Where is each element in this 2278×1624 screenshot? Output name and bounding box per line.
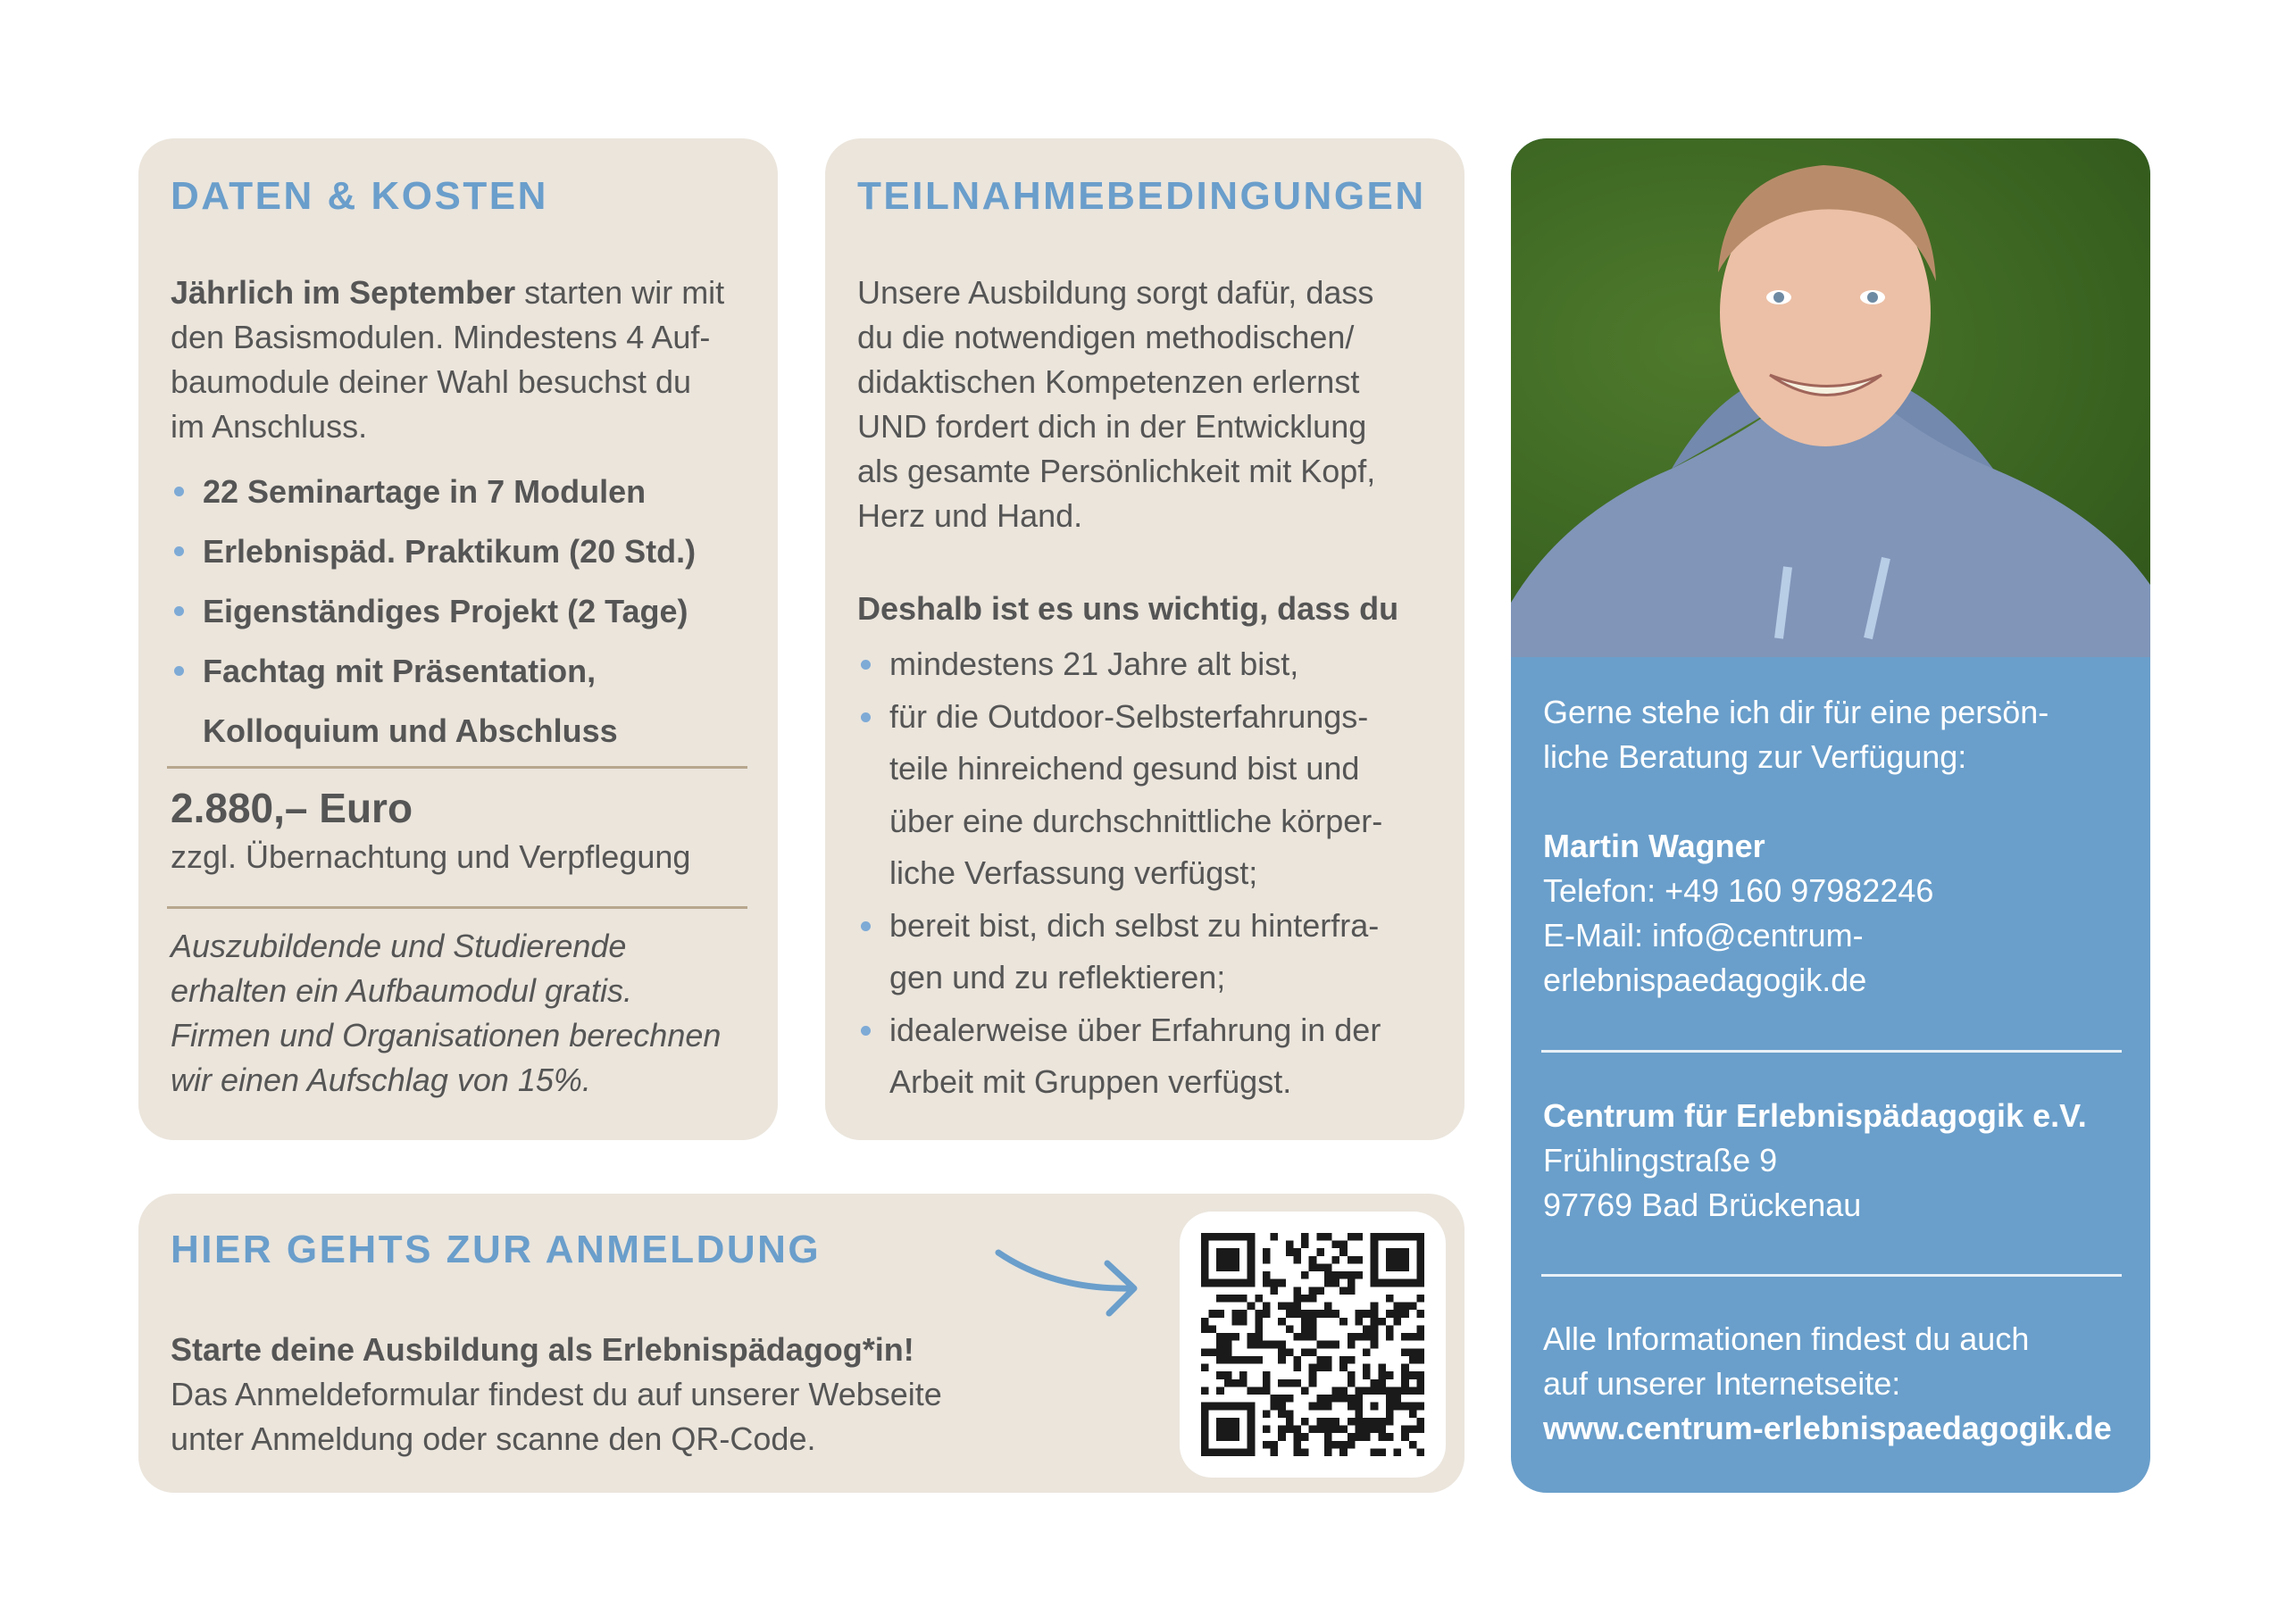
bullet-text: über eine durchschnittliche körper-: [889, 802, 1383, 839]
bullet-icon: [174, 666, 184, 676]
intro-line: den Basismodulen. Mindestens 4 Auf-: [171, 319, 711, 355]
divider: [1541, 1050, 2122, 1053]
qr-code-icon: [1201, 1233, 1424, 1456]
email-line: E-Mail: info@centrum-: [1543, 917, 1864, 954]
discount-line: Auszubildende und Studierende: [171, 928, 627, 964]
web-intro: [1543, 1317, 2029, 1406]
discount-note: [171, 924, 760, 1103]
discount-line: Firmen und Organisationen berechnen: [171, 1017, 722, 1054]
bullet-text: teile hinreichend gesund bist und: [889, 750, 1360, 787]
org-street: Frühlingstraße 9: [1543, 1142, 1778, 1178]
anmeldung-line: unter Anmeldung oder scanne den QR-Code.: [171, 1420, 816, 1457]
anmeldung-text: [171, 1372, 1064, 1462]
daten-kosten-intro: [171, 271, 760, 449]
portrait-photo: [1511, 138, 2150, 657]
anmeldung-bold-line: Starte deine Ausbildung als Erlebnispädagog*in!: [171, 1331, 914, 1368]
price-note: zzgl. Übernachtung und Verpflegung: [171, 838, 691, 875]
teilnahme-title: TEILNAHMEBEDINGUNGEN: [857, 174, 1426, 218]
bullet-text: bereit bist, dich selbst zu hinterfra-: [889, 906, 1380, 944]
bullet-text: Kolloquium und Abschluss: [203, 712, 618, 749]
intro-line: du die notwendigen methodischen/: [857, 319, 1355, 355]
web-intro-line: auf unserer Internetseite:: [1543, 1365, 1901, 1402]
anmeldung-line: Das Anmeldeformular findest du auf unserer Webseite: [171, 1376, 942, 1412]
list-item: [857, 691, 1456, 900]
divider: [167, 766, 747, 769]
bullet-icon: [174, 606, 184, 616]
divider: [167, 906, 747, 909]
intro-line: baumodule deiner Wahl besuchst du: [171, 363, 692, 400]
intro-line: UND fordert dich in der Entwicklung: [857, 408, 1367, 445]
discount-line: wir einen Aufschlag von 15%.: [171, 1062, 591, 1098]
bullet-text: Fachtag mit Präsentation,: [203, 653, 597, 689]
bullet-text: gen und zu reflektieren;: [889, 959, 1226, 995]
contact-name: Martin Wagner: [1543, 828, 1765, 864]
bullet-icon: [861, 712, 871, 722]
teilnahme-subheading: Deshalb ist es uns wichtig, dass du: [857, 590, 1399, 627]
contact-card: [1511, 138, 2150, 1493]
intro-line: starten wir mit: [515, 274, 725, 311]
contact-email[interactable]: [1543, 913, 1866, 1003]
anmeldung-title: HIER GEHTS ZUR ANMELDUNG: [171, 1228, 822, 1271]
portrait-illustration: [1511, 138, 2150, 657]
bullet-text: Arbeit mit Gruppen verfügst.: [889, 1063, 1292, 1100]
requirements-list: [857, 638, 1456, 1109]
list-item: [171, 462, 760, 521]
bullet-icon: [861, 921, 871, 931]
bullet-text: liche Verfassung verfügst;: [889, 854, 1258, 891]
list-item: [857, 900, 1456, 1004]
list-item: [857, 638, 1456, 691]
list-item: [171, 521, 760, 581]
intro-line: Unsere Ausbildung sorgt dafür, dass: [857, 274, 1374, 311]
intro-line: als gesamte Persönlichkeit mit Kopf,: [857, 453, 1376, 489]
contact-intro-line: Gerne stehe ich dir für eine persön-: [1543, 694, 2049, 730]
contact-intro: [1543, 690, 2132, 779]
list-item: [171, 581, 760, 641]
list-item: [857, 1004, 1456, 1109]
bullet-text: mindestens 21 Jahre alt bist,: [889, 645, 1299, 682]
intro-bold: Jährlich im September: [171, 274, 516, 311]
bullet-icon: [861, 1026, 871, 1036]
anmeldung-card: [138, 1194, 1464, 1493]
curved-arrow-right-icon: [991, 1237, 1152, 1326]
module-list: [171, 462, 760, 761]
teilnahme-card: [825, 138, 1464, 1140]
org-name: Centrum für Erlebnispädagogik e.V.: [1543, 1097, 2087, 1134]
list-item: [171, 641, 760, 761]
contact-intro-line: liche Beratung zur Verfügung:: [1543, 738, 1967, 775]
bullet-text: für die Outdoor-Selbsterfahrungs-: [889, 697, 1369, 735]
teilnahme-intro: [857, 271, 1456, 538]
qr-code-box[interactable]: [1180, 1212, 1446, 1478]
email-line: erlebnispaedagogik.de: [1543, 962, 1867, 998]
divider: [1541, 1274, 2122, 1277]
bullet-text: Eigenständiges Projekt (2 Tage): [203, 593, 688, 629]
intro-line: im Anschluss.: [171, 408, 368, 445]
daten-kosten-title: DATEN & KOSTEN: [171, 174, 548, 218]
bullet-text: idealerweise über Erfahrung in der: [889, 1011, 1381, 1048]
web-intro-line: Alle Informationen findest du auch: [1543, 1320, 2030, 1357]
org-city: 97769 Bad Brückenau: [1543, 1187, 1862, 1223]
bullet-icon: [174, 546, 184, 556]
intro-line: Herz und Hand.: [857, 497, 1083, 534]
bullet-text: Erlebnispäd. Praktikum (20 Std.): [203, 533, 697, 570]
discount-line: erhalten ein Aufbaumodul gratis.: [171, 972, 632, 1009]
bullet-icon: [861, 660, 871, 670]
bullet-icon: [174, 487, 184, 496]
daten-kosten-card: [138, 138, 778, 1140]
intro-line: didaktischen Kompetenzen erlernst: [857, 363, 1360, 400]
contact-phone[interactable]: Telefon: +49 160 97982246: [1543, 872, 1934, 909]
bullet-text: 22 Seminartage in 7 Modulen: [203, 473, 647, 510]
price: 2.880,– Euro: [171, 785, 413, 831]
website-link[interactable]: www.centrum-erlebnispaedagogik.de: [1543, 1410, 2112, 1446]
